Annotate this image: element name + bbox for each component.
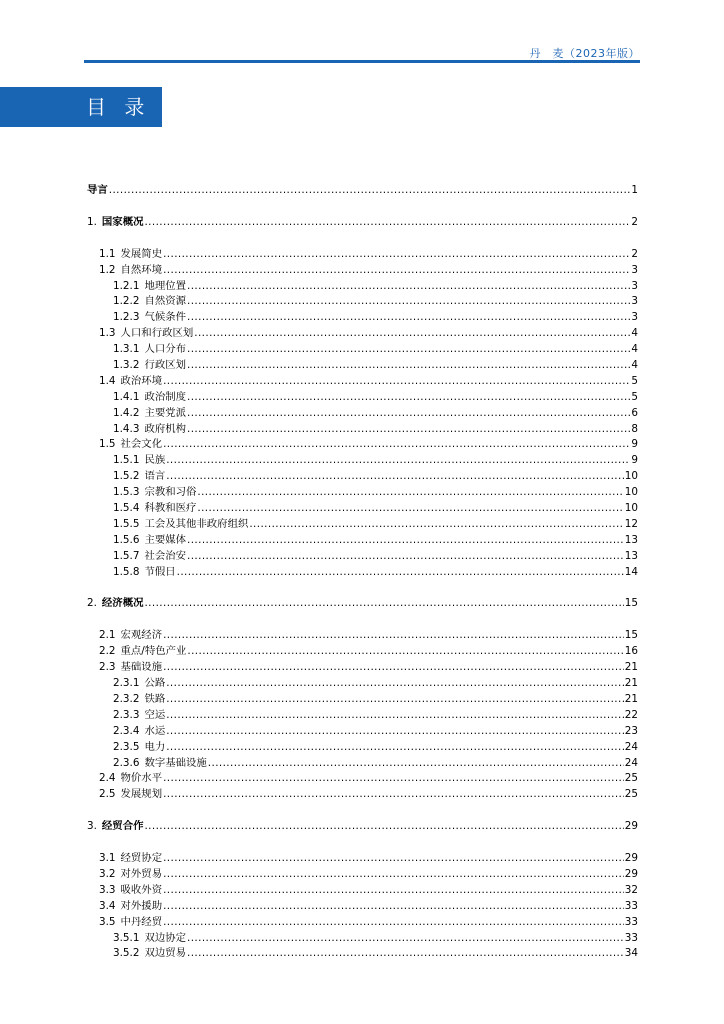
toc-entry-label	[99, 899, 162, 915]
toc-entry-page-number: 25	[624, 772, 638, 785]
toc-entry-title: 重点/特色产业	[120, 645, 187, 658]
toc-entry-page-number: 32	[624, 883, 638, 896]
toc-entry-page-number: 4	[631, 343, 638, 356]
toc-dot-leader	[163, 660, 624, 676]
toc-dot-leader	[187, 946, 624, 962]
toc-entry-label	[99, 787, 162, 803]
toc-dot-leader	[197, 485, 623, 501]
toc-entry[interactable]	[87, 676, 638, 692]
toc-entry-number: 2.3.2	[113, 692, 140, 705]
toc-entry-number: 2.2	[99, 645, 116, 658]
toc-dot-leader	[166, 469, 624, 485]
toc-entry[interactable]	[87, 740, 638, 756]
toc-entry[interactable]	[87, 819, 638, 835]
toc-entry-label	[113, 724, 165, 740]
toc-entry-title: 气候条件	[144, 311, 187, 324]
toc-entry[interactable]	[87, 263, 638, 279]
toc-dot-leader	[249, 517, 623, 533]
toc-entry-page-number: 1	[631, 184, 638, 196]
toc-entry-number: 1.5.7	[113, 549, 140, 562]
toc-entry-label	[99, 628, 162, 644]
toc-entry-number: 3.5.1	[113, 931, 140, 944]
toc-dot-leader	[187, 644, 623, 660]
toc-entry-number: 2.3.4	[113, 724, 140, 737]
toc-entry-page-number: 6	[631, 406, 638, 419]
toc-entry-page-number: 10	[624, 502, 638, 515]
toc-entry-number: 1.5.6	[113, 533, 140, 546]
toc-entry-title: 物价水平	[120, 772, 163, 785]
toc-entry-number: 1.5.2	[113, 470, 140, 483]
toc-section-gap	[87, 231, 638, 247]
toc-entry-number: 1.3	[99, 327, 116, 340]
toc-dot-leader	[177, 565, 624, 581]
toc-entry-label	[113, 358, 186, 374]
toc-entry[interactable]	[87, 883, 638, 899]
toc-entry-page-number: 24	[624, 756, 638, 769]
toc-dot-leader	[144, 819, 623, 835]
toc-entry-title: 吸收外资	[120, 883, 163, 896]
toc-entry-page-number: 15	[624, 597, 638, 610]
toc-entry-number: 1.4	[99, 374, 116, 387]
toc-entry-title: 自然资源	[144, 295, 187, 308]
toc-entry[interactable]	[87, 517, 638, 533]
toc-entry-title: 对外贸易	[120, 867, 163, 880]
toc-dot-leader	[166, 708, 624, 724]
toc-dot-leader	[187, 310, 630, 326]
toc-entry[interactable]	[87, 342, 638, 358]
toc-entry-page-number: 3	[631, 279, 638, 292]
toc-entry-number: 1.5.5	[113, 517, 140, 530]
toc-entry-label	[113, 676, 165, 692]
toc-entry-number: 1.	[87, 215, 97, 228]
toc-dot-leader	[163, 899, 624, 915]
toc-entry-title: 地理位置	[144, 279, 187, 292]
toc-entry-number: 1.1	[99, 247, 116, 260]
toc-section-gap	[87, 803, 638, 819]
toc-entry-number: 3.1	[99, 852, 116, 865]
toc-entry-number: 2.3.3	[113, 708, 140, 721]
toc-entry[interactable]	[87, 771, 638, 787]
toc-entry-number: 1.5.8	[113, 565, 140, 578]
toc-entry-number: 1.5.1	[113, 454, 140, 467]
toc-entry-number: 3.5	[99, 915, 116, 928]
toc-entry-number: 3.2	[99, 867, 116, 880]
toc-dot-leader	[187, 390, 630, 406]
toc-entry-title: 经贸协定	[120, 852, 163, 865]
toc-entry-page-number: 4	[631, 327, 638, 340]
toc-entry-title: 政府机构	[144, 422, 187, 435]
toc-entry-label	[99, 437, 162, 453]
toc-entry-number: 2.1	[99, 629, 116, 642]
toc-entry-page-number: 24	[624, 740, 638, 753]
toc-entry-label	[87, 183, 108, 199]
toc-dot-leader	[109, 183, 631, 199]
toc-entry[interactable]	[87, 326, 638, 342]
toc-entry[interactable]	[87, 549, 638, 565]
toc-entry-title: 双边协定	[144, 931, 187, 944]
toc-dot-leader	[166, 692, 624, 708]
toc-entry-number: 1.5	[99, 438, 116, 451]
toc-dot-leader	[187, 406, 630, 422]
toc-entry[interactable]	[87, 628, 638, 644]
toc-entry-label	[99, 851, 162, 867]
toc-entry-label	[99, 867, 162, 883]
toc-entry-number: 1.4.2	[113, 406, 140, 419]
toc-entry[interactable]	[87, 437, 638, 453]
toc-entry[interactable]	[87, 310, 638, 326]
toc-entry-label	[113, 533, 186, 549]
toc-entry-number: 1.5.4	[113, 502, 140, 515]
toc-dot-leader	[144, 596, 623, 612]
toc-entry-title: 宏观经济	[120, 629, 163, 642]
toc-entry[interactable]	[87, 422, 638, 438]
toc-dot-leader	[187, 533, 624, 549]
toc-entry-page-number: 5	[631, 390, 638, 403]
document-header-title: 丹 麦（2023年版）	[529, 47, 640, 60]
toc-entry-label	[99, 326, 193, 342]
toc-entry-label	[113, 485, 196, 501]
toc-dot-leader	[163, 247, 630, 263]
toc-entry-label	[113, 406, 186, 422]
toc-entry-number: 1.4.3	[113, 422, 140, 435]
toc-dot-leader	[163, 437, 630, 453]
toc-entry-title: 双边贸易	[144, 947, 187, 960]
toc-entry[interactable]	[87, 946, 638, 962]
toc-dot-leader	[163, 771, 624, 787]
toc-dot-leader	[187, 342, 630, 358]
toc-entry-page-number: 2	[631, 247, 638, 260]
toc-entry-page-number: 33	[624, 899, 638, 912]
toc-entry-page-number: 10	[624, 486, 638, 499]
toc-entry[interactable]	[87, 565, 638, 581]
toc-entry-page-number: 3	[631, 295, 638, 308]
toc-entry-title: 科教和医疗	[144, 502, 197, 515]
toc-entry-title: 铁路	[144, 692, 166, 705]
toc-entry[interactable]	[87, 533, 638, 549]
toc-dot-leader	[208, 756, 624, 772]
toc-entry-title: 基础设施	[120, 661, 163, 674]
toc-dot-leader	[163, 915, 624, 931]
toc-entry-number: 2.3	[99, 661, 116, 674]
toc-entry-label	[99, 374, 162, 390]
toc-entry-page-number: 22	[624, 708, 638, 721]
toc-entry-title: 经贸合作	[101, 820, 144, 833]
toc-entry-label	[99, 771, 162, 787]
toc-entry-number: 1.5.3	[113, 486, 140, 499]
toc-dot-leader	[187, 358, 630, 374]
toc-entry-page-number: 16	[624, 645, 638, 658]
toc-entry-page-number: 12	[624, 517, 638, 530]
toc-entry-page-number: 4	[631, 359, 638, 372]
toc-entry-page-number: 21	[624, 692, 638, 705]
toc-entry-label	[113, 310, 186, 326]
toc-entry-page-number: 9	[631, 454, 638, 467]
toc-entry-label	[113, 501, 196, 517]
toc-entry[interactable]	[87, 851, 638, 867]
toc-entry-title: 民族	[144, 454, 166, 467]
toc-dot-leader	[197, 501, 623, 517]
toc-entry-label	[113, 708, 165, 724]
toc-entry-number: 1.3.1	[113, 343, 140, 356]
toc-dot-leader	[163, 374, 630, 390]
toc-dot-leader	[194, 326, 630, 342]
toc-entry[interactable]	[87, 390, 638, 406]
toc-dot-leader	[166, 676, 624, 692]
toc-entry-label	[99, 915, 162, 931]
toc-entry-page-number: 29	[624, 852, 638, 865]
toc-entry-label	[99, 660, 162, 676]
toc-entry-page-number: 21	[624, 677, 638, 690]
toc-entry-label	[113, 565, 176, 581]
toc-dot-leader	[166, 740, 624, 756]
toc-dot-leader	[163, 867, 624, 883]
toc-entry-label	[113, 692, 165, 708]
toc-entry-page-number: 33	[624, 915, 638, 928]
toc-entry[interactable]	[87, 215, 638, 231]
toc-entry-label	[99, 263, 162, 279]
toc-dot-leader	[187, 294, 630, 310]
toc-entry-page-number: 3	[631, 311, 638, 324]
toc-dot-leader	[187, 279, 630, 295]
toc-dot-leader	[163, 263, 630, 279]
toc-entry-title: 公路	[144, 677, 166, 690]
toc-dot-leader	[187, 422, 630, 438]
toc-entry-title: 经济概况	[101, 597, 144, 610]
toc-entry-number: 1.2	[99, 263, 116, 276]
toc-entry-title: 导言	[87, 184, 108, 196]
toc-entry-title: 对外援助	[120, 899, 163, 912]
toc-entry[interactable]	[87, 183, 638, 199]
toc-entry-label	[113, 756, 207, 772]
toc-entry-label	[113, 422, 186, 438]
toc-entry-title: 工会及其他非政府组织	[144, 517, 249, 530]
toc-entry[interactable]	[87, 469, 638, 485]
toc-entry-label	[99, 644, 186, 660]
toc-entry-label	[113, 342, 186, 358]
toc-entry-title: 节假日	[144, 565, 176, 578]
toc-entry-label	[113, 279, 186, 295]
toc-entry-number: 3.	[87, 820, 97, 833]
toc-entry-page-number: 14	[624, 565, 638, 578]
toc-entry[interactable]	[87, 708, 638, 724]
toc-entry-number: 2.	[87, 597, 97, 610]
toc-entry-number: 3.3	[99, 883, 116, 896]
toc-entry-page-number: 3	[631, 263, 638, 276]
toc-entry-title: 宗教和习俗	[144, 486, 197, 499]
toc-entry[interactable]	[87, 756, 638, 772]
toc-entry-page-number: 8	[631, 422, 638, 435]
toc-entry[interactable]	[87, 660, 638, 676]
toc-entry-number: 3.4	[99, 899, 116, 912]
toc-entry[interactable]	[87, 358, 638, 374]
toc-entry-page-number: 13	[624, 533, 638, 546]
toc-entry-page-number: 23	[624, 724, 638, 737]
toc-entry[interactable]	[87, 247, 638, 263]
toc-entry-number: 1.3.2	[113, 359, 140, 372]
table-of-contents	[87, 183, 638, 962]
toc-entry-title: 政治环境	[120, 374, 163, 387]
toc-heading-banner	[0, 87, 162, 127]
toc-entry-page-number: 21	[624, 661, 638, 674]
toc-entry-number: 1.4.1	[113, 390, 140, 403]
toc-entry-label	[113, 946, 186, 962]
toc-section-gap	[87, 199, 638, 215]
toc-entry-label	[113, 517, 248, 533]
toc-entry-page-number: 10	[624, 470, 638, 483]
toc-dot-leader	[187, 549, 624, 565]
toc-entry-title: 发展规划	[120, 788, 163, 801]
toc-entry-title: 水运	[144, 724, 166, 737]
toc-entry-page-number: 29	[624, 867, 638, 880]
toc-entry[interactable]	[87, 485, 638, 501]
toc-dot-leader	[163, 883, 624, 899]
toc-entry-number: 2.3.1	[113, 677, 140, 690]
toc-entry-label	[113, 469, 165, 485]
toc-entry-title: 语言	[144, 470, 166, 483]
toc-entry[interactable]	[87, 501, 638, 517]
toc-entry-title: 数字基础设施	[144, 756, 207, 769]
toc-entry[interactable]	[87, 867, 638, 883]
toc-entry[interactable]	[87, 915, 638, 931]
toc-entry-title: 人口分布	[144, 343, 187, 356]
toc-entry-page-number: 25	[624, 788, 638, 801]
header-divider	[84, 60, 640, 63]
toc-entry-number: 1.2.3	[113, 311, 140, 324]
toc-entry-label	[87, 819, 143, 835]
toc-entry-number: 2.3.6	[113, 756, 140, 769]
toc-entry[interactable]	[87, 406, 638, 422]
toc-entry-title: 行政区划	[144, 359, 187, 372]
toc-entry-title: 空运	[144, 708, 166, 721]
toc-entry-page-number: 9	[631, 438, 638, 451]
toc-entry-title: 主要媒体	[144, 533, 187, 546]
toc-entry-label	[113, 740, 165, 756]
toc-entry-label	[113, 390, 186, 406]
toc-dot-leader	[144, 215, 630, 231]
toc-entry-label	[113, 294, 186, 310]
toc-entry[interactable]	[87, 899, 638, 915]
toc-section-gap	[87, 835, 638, 851]
toc-entry-title: 人口和行政区划	[120, 327, 194, 340]
toc-entry-title: 主要党派	[144, 406, 187, 419]
toc-entry[interactable]	[87, 724, 638, 740]
toc-entry-label	[99, 883, 162, 899]
toc-entry-label	[87, 215, 143, 231]
toc-entry[interactable]	[87, 453, 638, 469]
toc-dot-leader	[187, 931, 624, 947]
toc-entry-title: 自然环境	[120, 263, 163, 276]
toc-entry-title: 发展简史	[120, 247, 163, 260]
toc-entry[interactable]	[87, 931, 638, 947]
toc-entry-label	[87, 596, 143, 612]
toc-dot-leader	[163, 628, 624, 644]
toc-dot-leader	[166, 724, 624, 740]
toc-entry-page-number: 34	[624, 947, 638, 960]
toc-entry-number: 1.2.2	[113, 295, 140, 308]
toc-entry-number: 2.3.5	[113, 740, 140, 753]
toc-section-gap	[87, 612, 638, 628]
toc-entry[interactable]	[87, 692, 638, 708]
toc-entry-number: 1.2.1	[113, 279, 140, 292]
toc-entry[interactable]	[87, 279, 638, 295]
toc-dot-leader	[163, 851, 624, 867]
toc-entry-title: 社会治安	[144, 549, 187, 562]
toc-entry-label	[113, 453, 165, 469]
toc-entry-number: 2.4	[99, 772, 116, 785]
toc-entry[interactable]	[87, 374, 638, 390]
toc-entry[interactable]	[87, 787, 638, 803]
toc-entry-title: 社会文化	[120, 438, 163, 451]
toc-entry-page-number: 29	[624, 820, 638, 833]
toc-entry-page-number: 33	[624, 931, 638, 944]
toc-entry-page-number: 5	[631, 374, 638, 387]
toc-entry-title: 国家概况	[101, 215, 144, 228]
toc-entry[interactable]	[87, 644, 638, 660]
toc-entry-page-number: 2	[631, 215, 638, 228]
toc-heading: 目 录	[86, 95, 151, 119]
toc-entry[interactable]	[87, 596, 638, 612]
toc-entry-page-number: 13	[624, 549, 638, 562]
toc-dot-leader	[163, 787, 624, 803]
toc-entry-label	[113, 549, 186, 565]
toc-entry-title: 中丹经贸	[120, 915, 163, 928]
toc-entry-number: 2.5	[99, 788, 116, 801]
toc-dot-leader	[166, 453, 630, 469]
toc-entry-title: 政治制度	[144, 390, 187, 403]
toc-entry-title: 电力	[144, 740, 166, 753]
toc-entry[interactable]	[87, 294, 638, 310]
toc-entry-number: 3.5.2	[113, 947, 140, 960]
toc-entry-page-number: 15	[624, 629, 638, 642]
toc-entry-label	[99, 247, 162, 263]
toc-section-gap	[87, 580, 638, 596]
toc-entry-label	[113, 931, 186, 947]
